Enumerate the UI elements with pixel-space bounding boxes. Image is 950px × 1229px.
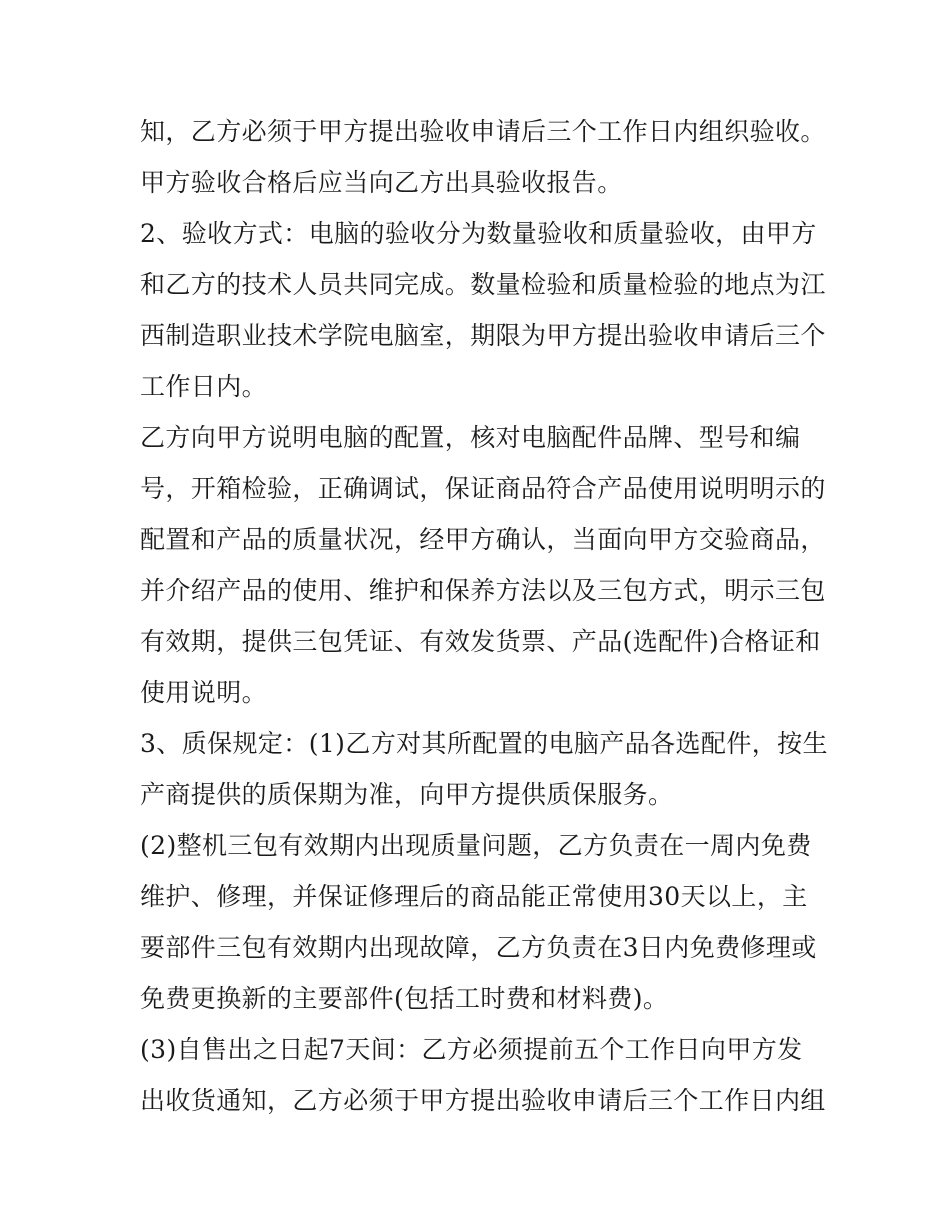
text-line: 配置和产品的质量状况，经甲方确认，当面向甲方交验商品， [140,525,826,554]
text-line: 号，开箱检验，正确调试，保证商品符合产品使用说明明示的 [140,474,826,503]
text-line: 工作日内。 [140,372,268,401]
text-line: 免费更换新的主要部件(包括工时费和材料费)。 [140,984,669,1013]
text-line: 知，乙方必须于甲方提出验收申请后三个工作日内组织验收。 [140,117,826,146]
text-line: 乙方向甲方说明电脑的配置，核对电脑配件品牌、型号和编 [140,423,801,452]
text-line: 并介绍产品的使用、维护和保养方法以及三包方式，明示三包 [140,576,826,605]
text-line: 西制造职业技术学院电脑室，期限为甲方提出验收申请后三个 [140,321,826,350]
text-line: 产商提供的质保期为准，向甲方提供质保服务。 [140,780,674,809]
document-body [140,106,828,1126]
text-line: 要部件三包有效期内出现故障，乙方负责在3日内免费修理或 [140,933,817,962]
text-line: (3)自售出之日起7天间：乙方必须提前五个工作日向甲方发 [140,1035,803,1064]
text-line: 使用说明。 [140,678,268,707]
text-line: (2)整机三包有效期内出现质量问题，乙方负责在一周内免费 [140,831,812,860]
text-line: 2、验收方式：电脑的验收分为数量验收和质量验收，由甲方 [140,219,817,248]
text-line: 出收货通知，乙方必须于甲方提出验收申请后三个工作日内组 [140,1086,826,1115]
text-line: 有效期，提供三包凭证、有效发货票、产品(选配件)合格证和 [140,627,821,656]
text-line: 和乙方的技术人员共同完成。数量检验和质量检验的地点为江 [140,270,826,299]
text-line: 维护、修理，并保证修理后的商品能正常使用30天以上，主 [140,882,808,911]
text-line: 3、质保规定：(1)乙方对其所配置的电脑产品各选配件，按生 [140,729,828,758]
text-line: 甲方验收合格后应当向乙方出具验收报告。 [140,168,623,197]
